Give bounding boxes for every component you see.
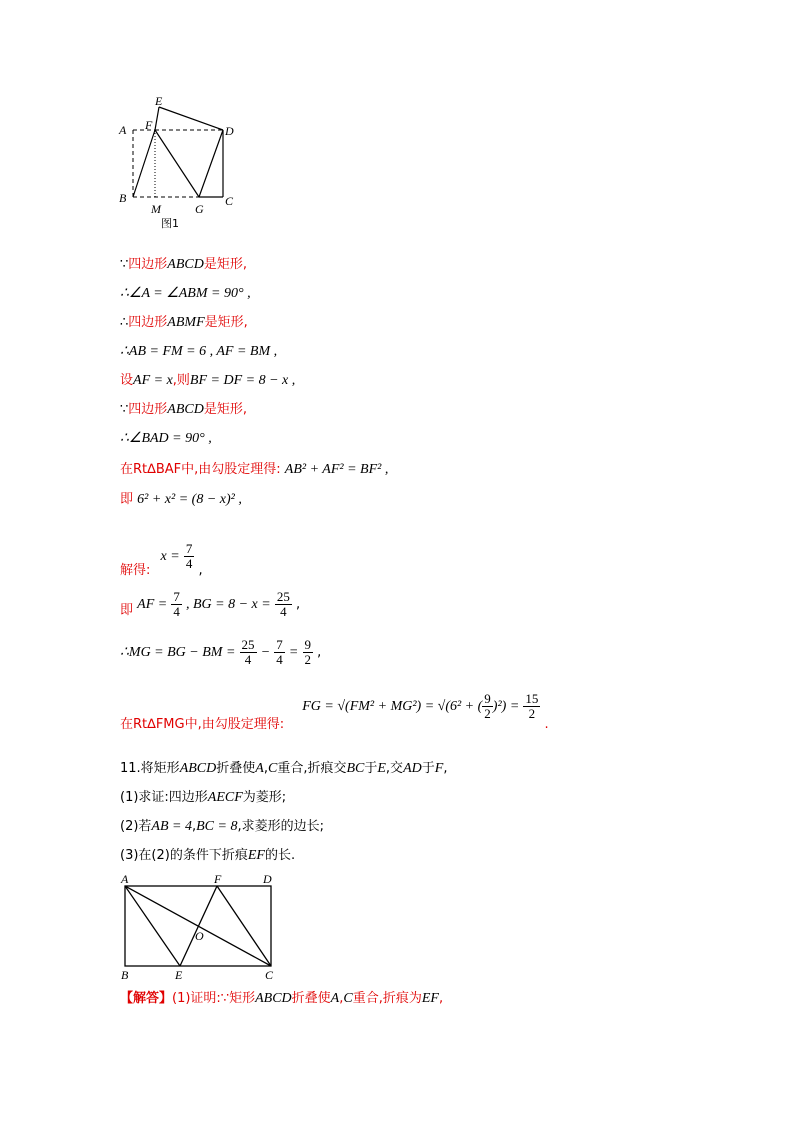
label-g: G — [195, 202, 204, 216]
line-6: ∵四边形ABCD是矩形, — [120, 402, 247, 417]
label-a: A — [119, 123, 127, 137]
problem-11-q3: (3)在(2)的条件下折痕EF的长. — [120, 848, 296, 863]
figure-2 — [115, 872, 285, 984]
label-m: M — [151, 202, 161, 216]
segment-ae — [125, 886, 180, 966]
label-d: D — [225, 124, 234, 138]
line-7: ∴∠BAD = 90° , — [120, 431, 212, 446]
fig2-label-b: B — [121, 968, 129, 982]
label-e: E — [155, 95, 163, 108]
answer-line: 【解答】(1)证明:∵矩形ABCD折叠使A,C重合,折痕为EF, — [120, 991, 444, 1006]
fig2-label-f: F — [214, 872, 222, 886]
problem-11-q2: (2)若AB = 4,BC = 8,求菱形的边长; — [120, 819, 324, 834]
figure-1-caption: 图1 — [161, 217, 179, 230]
fig2-label-e: E — [175, 968, 183, 982]
fig2-label-o: O — [195, 929, 204, 943]
label-f: F — [145, 118, 153, 132]
line-2: ∴∠A = ∠ABM = 90° , — [120, 286, 251, 301]
segment-fe — [155, 107, 159, 130]
line-1: ∵四边形ABCD是矩形, — [120, 257, 247, 272]
label-c: C — [225, 194, 234, 208]
line-5: 设AF = x,则BF = DF = 8 − x , — [120, 373, 296, 388]
problem-11-q1: (1)求证:四边形AECF为菱形; — [120, 790, 287, 805]
line-8: 在Rt∆BAF中,由勾股定理得: AB² + AF² = BF² , — [120, 462, 389, 477]
segment-ed — [159, 107, 223, 130]
segment-gd — [199, 130, 223, 197]
segment-fg — [155, 130, 199, 197]
segment-fc — [217, 886, 271, 966]
line-12: ∴MG = BG − BM = $\frac{25}{4}$ − $\frac{7}{4}$ = $\frac{9}{2}$ , — [120, 637, 322, 667]
line-11: 即 AF = $\frac{7}{4}$ , BG = 8 − x = $\frac{25}{4}$ , — [120, 589, 301, 619]
fig2-label-d: D — [263, 872, 272, 886]
problem-11-stem: 11.将矩形ABCD折叠使A,C重合,折痕交BC于E,交AD于F, — [120, 761, 448, 776]
line-3: ∴四边形ABMF是矩形, — [120, 315, 248, 330]
line-4: ∴AB = FM = 6 , AF = BM , — [120, 344, 278, 359]
line-10: 解得: x = $\frac{7}{4}$ , — [120, 541, 203, 578]
fig2-label-c: C — [265, 968, 274, 982]
figure-1 — [115, 95, 250, 235]
line-9: 即 6² + x² = (8 − x)² , — [120, 492, 242, 507]
line-13: 在Rt∆FMG中,由勾股定理得: FG = √(FM² + MG²) = √(6² + ( $\frac{9}{2}$ )²) = $\frac{15}{2}$ . — [120, 691, 549, 732]
segment-bf — [133, 130, 155, 197]
fig2-label-a: A — [121, 872, 129, 886]
segment-ef — [180, 886, 217, 966]
label-b: B — [119, 191, 127, 205]
